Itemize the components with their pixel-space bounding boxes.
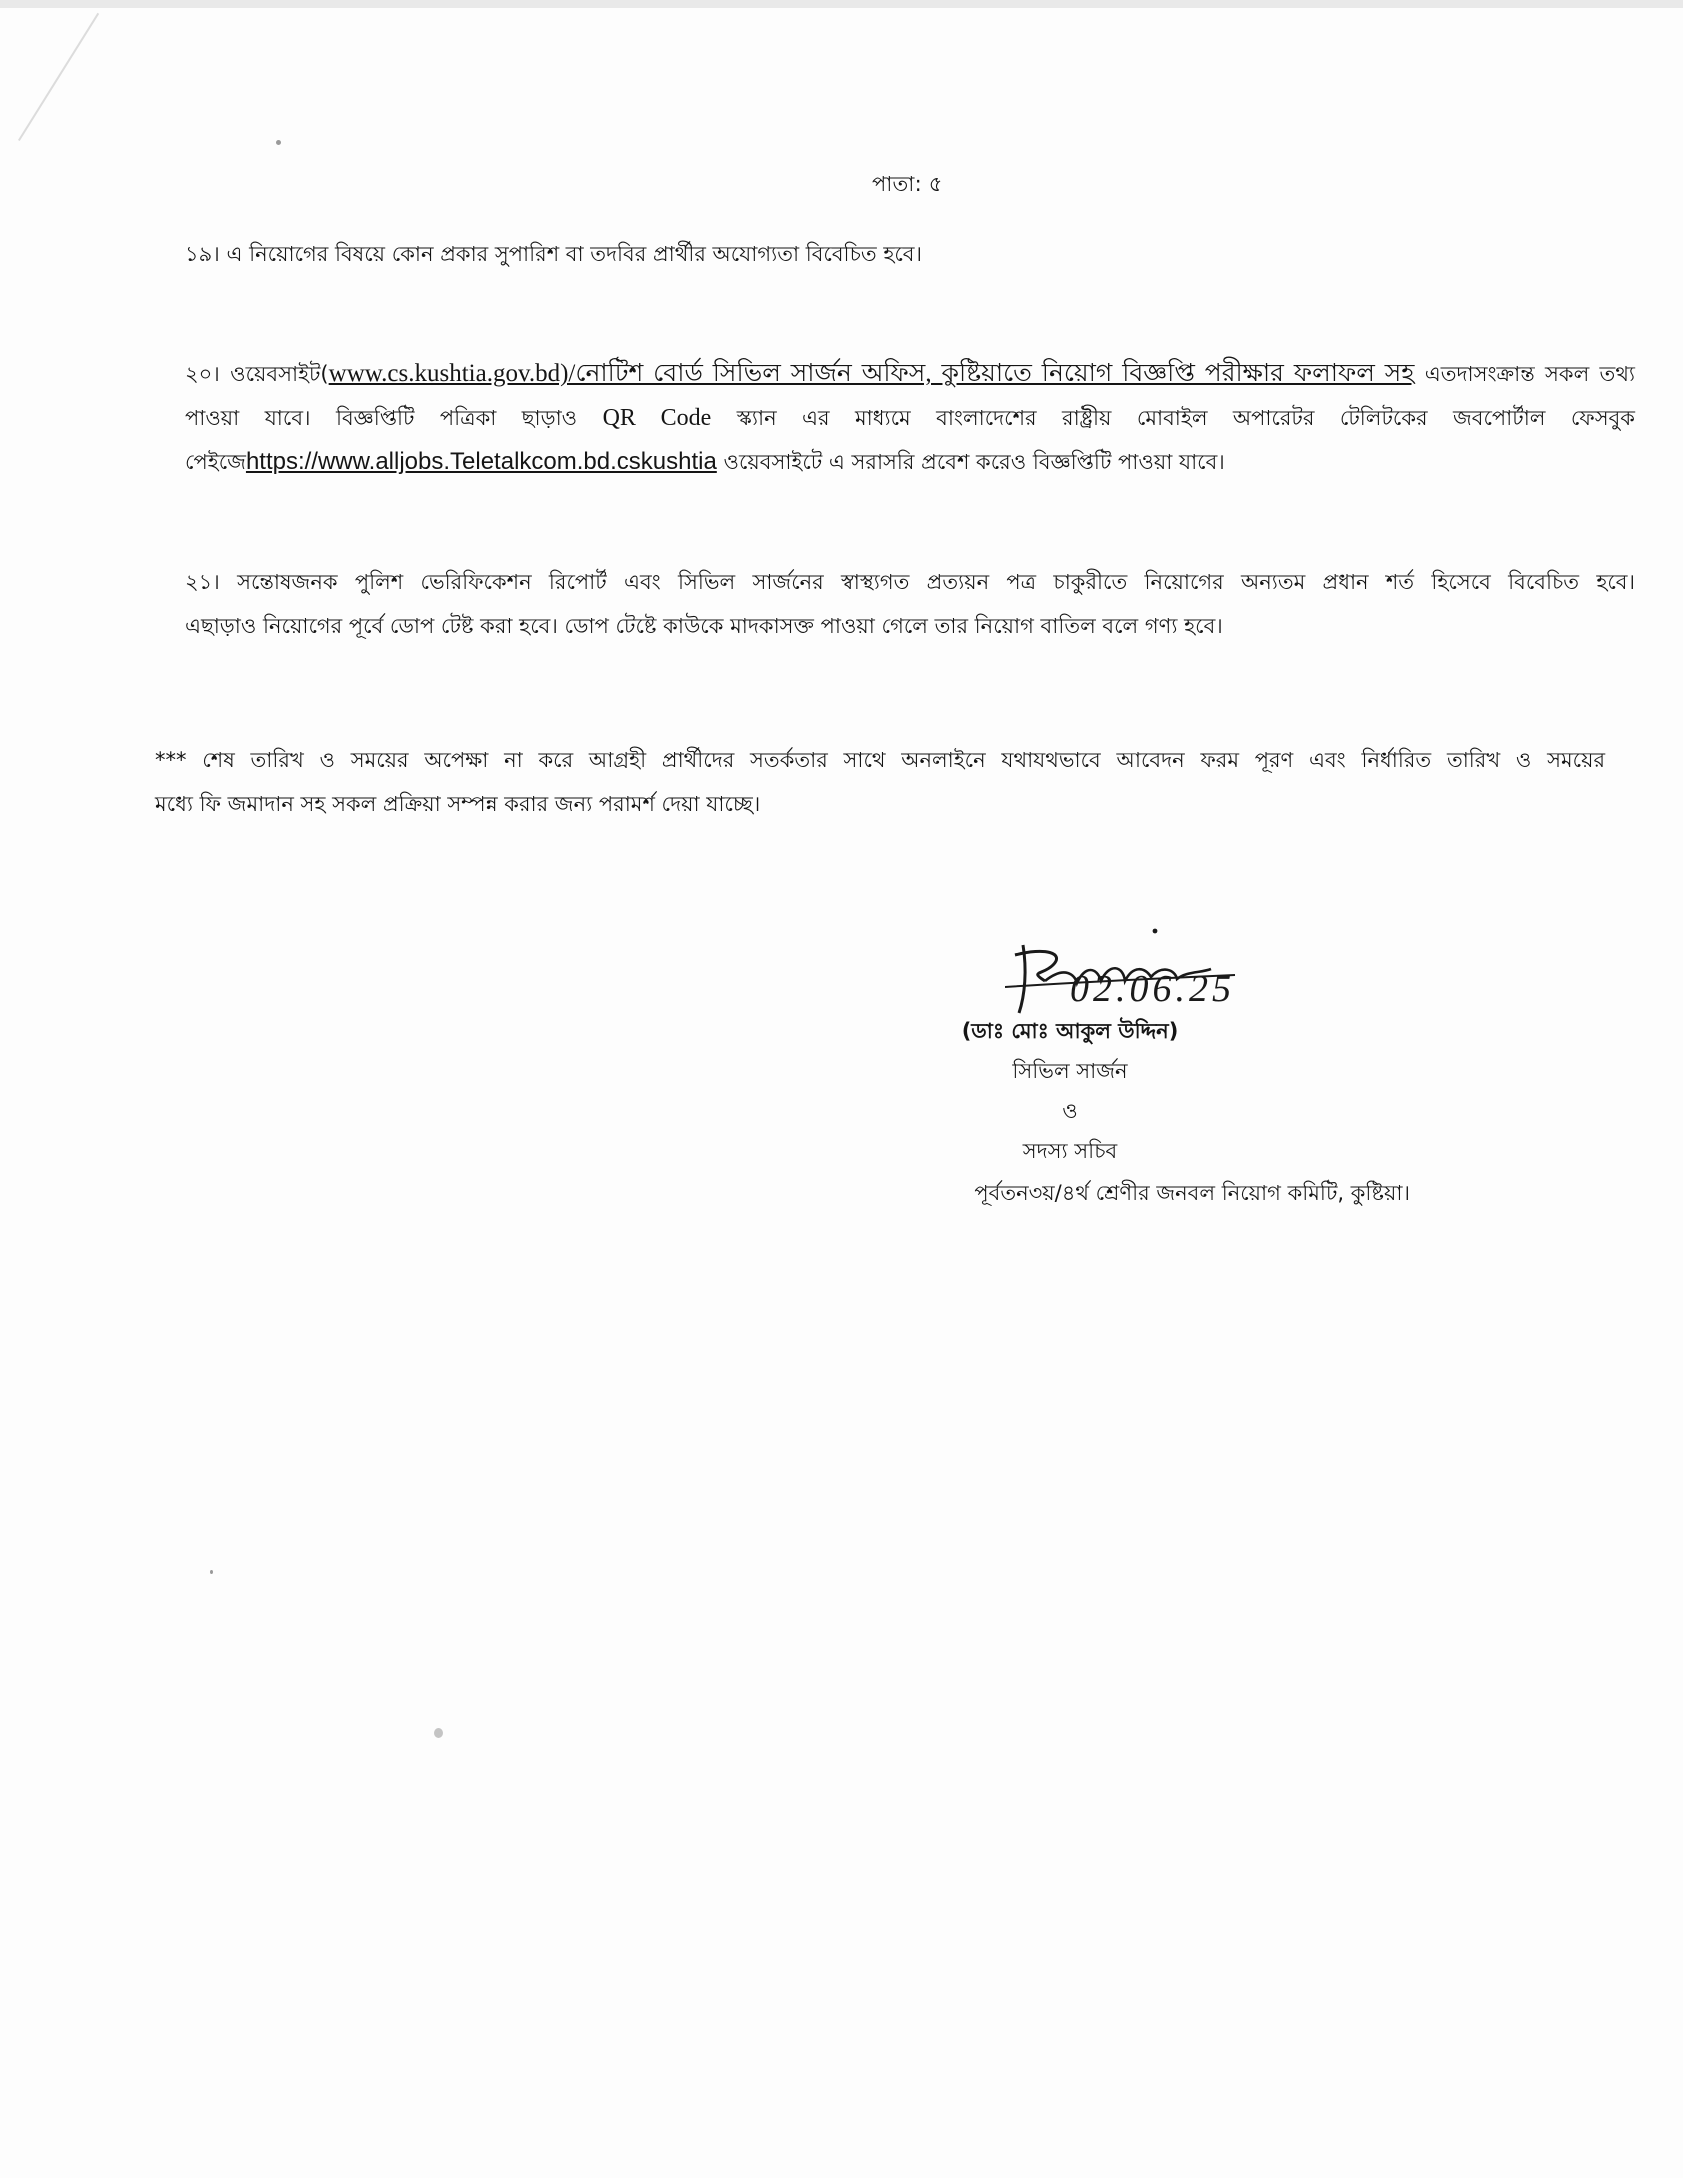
clause-21-line-2: এছাড়াও নিয়োগের পূর্বে ডোপ টেষ্ট করা হবে। ডোপ টেষ্টে কাউকে মাদকাসক্ত পাওয়া গেলে তার নিয়োগ বাতিল বলে গণ্য হবে। [185, 614, 1223, 638]
clause-20 [185, 352, 1635, 484]
clause-20-line-3 [185, 440, 1635, 484]
signatory-conjunction: ও [1062, 1099, 1078, 1123]
qr-code-text: QR Code [602, 405, 712, 431]
advisory-note-line-2: মধ্যে ফি জমাদান সহ সকল প্রক্রিয়া সম্পন্ন করার জন্য পরামর্শ দেয়া যাচ্ছে। [155, 792, 761, 816]
clause-20-line-2 [185, 396, 1635, 440]
advisory-note-line-1: *** শেষ তারিখ ও সময়ের অপেক্ষা না করে আগ্রহী প্রার্থীদের সতর্কতার সাথে অনলাইনে যথাযথভাবে আবেদন ফরম পূরণ এবং নির্ধারিত তারিখ ও সময়ের [155, 748, 1605, 772]
cs-kushtia-website-link[interactable]: www.cs.kushtia.gov.bd)/নোটিশ বোর্ড সিভিল সার্জন অফিস, কুষ্টিয়াতে নিয়োগ বিজ্ঞপ্তি পরীক্ষার ফলাফল সহ [328, 360, 1415, 387]
clause-20-line-3-prefix: পেইজে [185, 450, 246, 474]
teletalk-alljobs-link[interactable]: https://www.alljobs.Teletalkcom.bd.cskushtia [245, 448, 717, 475]
advisory-note [155, 738, 1605, 826]
signatory-title: সিভিল সার্জন [1012, 1059, 1128, 1083]
clause-21-line-1: ২১। সন্তোষজনক পুলিশ ভেরিফিকেশন রিপোর্ট এবং সিভিল সার্জনের স্বাস্থ্যগত প্রত্যয়ন পত্র চাকুরীতে নিয়োগের অন্যতম প্রধান শর্ত হিসেবে বিবেচিত হবে। [185, 570, 1635, 594]
signatory-member-role: সদস্য সচিব [1022, 1139, 1118, 1163]
clause-20-line-2-a: পাওয়া যাবে। বিজ্ঞপ্তিটি পত্রিকা ছাড়াও [185, 406, 603, 430]
signature-date: 02.06.25 [1070, 968, 1235, 1010]
clause-20-line-1-suffix: এতদাসংক্রান্ত সকল তথ্য [1414, 362, 1636, 386]
scan-edge [0, 0, 1683, 8]
clause-20-line-3-suffix: ওয়েবসাইটে এ সরাসরি প্রবেশ করেও বিজ্ঞপ্তিটি পাওয়া যাবে। [716, 450, 1225, 474]
committee-name: পূর্বতন৩য়/৪র্থ শ্রেণীর জনবল নিয়োগ কমিটি, কুষ্টিয়া। [974, 1181, 1410, 1205]
clause-20-prefix: ২০। ওয়েবসাইট( [185, 362, 329, 386]
clause-19-line-1: ১৯। এ নিয়োগের বিষয়ে কোন প্রকার সুপারিশ বা তদবির প্রার্থীর অযোগ্যতা বিবেচিত হবে। [185, 242, 923, 266]
signature-block [770, 915, 1410, 1225]
clause-21 [185, 560, 1635, 648]
clause-19 [185, 232, 1635, 276]
clause-20-line-1 [185, 352, 1635, 396]
signatory-name: (ডাঃ মোঃ আকুল উদ্দিন) [961, 1019, 1179, 1043]
scan-speck [276, 140, 281, 145]
scan-speck [434, 1728, 443, 1738]
page-number: পাতা: ৫ [872, 172, 943, 196]
clause-20-line-2-b: স্ক্যান এর মাধ্যমে বাংলাদেশের রাষ্ট্রীয় মোবাইল অপারেটর টেলিটকের জবপোর্টাল ফেসবুক [711, 406, 1635, 430]
page-fold-mark [18, 13, 99, 141]
scan-speck [210, 1570, 213, 1574]
